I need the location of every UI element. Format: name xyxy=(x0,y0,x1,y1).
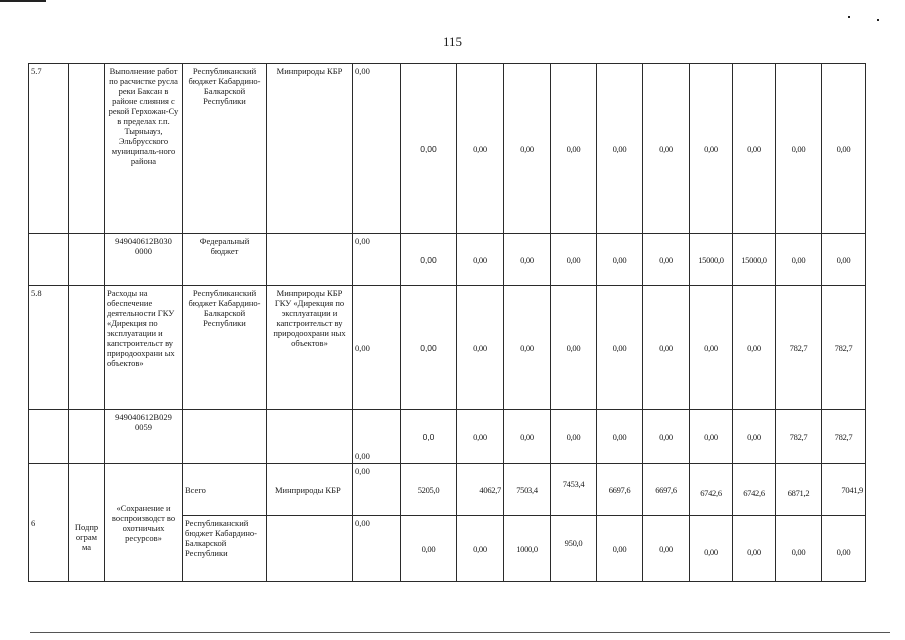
funding-source: Республиканский бюджет Кабардино-Балкарской Республики xyxy=(183,64,267,234)
value-cell: 950,0 xyxy=(551,516,597,582)
value-cell: 0,00 xyxy=(353,410,401,464)
row-number: 6 xyxy=(29,464,69,582)
value-cell: 0,00 xyxy=(776,234,822,286)
empty-cell xyxy=(267,516,353,582)
value-cell: 0,00 xyxy=(690,516,733,582)
value-cell: 0,00 xyxy=(401,286,457,410)
value-cell: 0,00 xyxy=(690,64,733,234)
value-cell: 0,00 xyxy=(353,64,401,234)
value-cell: 0,00 xyxy=(733,410,776,464)
value-cell: 0,00 xyxy=(643,516,690,582)
executor: Минприроды КБР xyxy=(267,64,353,234)
value-cell: 0,00 xyxy=(457,516,504,582)
value-cell: 7453,4 xyxy=(551,464,597,516)
scan-dot xyxy=(877,19,879,21)
table-row xyxy=(29,410,866,464)
measure-title: Расходы на обеспечение деятельности ГКУ «Дирекция по эксплуатации и капстроительст ву природоохрани ых объектов» xyxy=(105,286,183,410)
value-cell: 0,00 xyxy=(643,234,690,286)
value-cell: 6742,6 xyxy=(690,464,733,516)
scan-bottom-line xyxy=(30,632,890,633)
empty-cell xyxy=(69,234,105,286)
value-cell: 0,00 xyxy=(551,234,597,286)
value-cell: 0,00 xyxy=(504,234,551,286)
measure-title: Выполнение работ по расчистке русла реки Баксан в районе слияния с рекой Герхожан-Су в пределах г.п. Тырныауз, Эльбрусского муниципаль-ного района xyxy=(105,64,183,234)
value-cell: 0,00 xyxy=(353,464,401,516)
value-cell: 0,00 xyxy=(733,64,776,234)
value-cell: 0,00 xyxy=(457,410,504,464)
value-cell: 0,00 xyxy=(504,286,551,410)
budget-table xyxy=(28,63,866,582)
value-cell: 0,00 xyxy=(643,64,690,234)
value-cell: 0,00 xyxy=(457,64,504,234)
funding-source: Федеральный бюджет xyxy=(183,234,267,286)
empty-cell xyxy=(267,234,353,286)
value-cell: 0,00 xyxy=(457,234,504,286)
scan-mark xyxy=(0,0,46,2)
funding-source: Всего xyxy=(183,464,267,516)
value-cell: 0,00 xyxy=(690,410,733,464)
executor: Минприроды КБР ГКУ «Дирекция по эксплуатации и капстроительст ву природоохрани ных объектов» xyxy=(267,286,353,410)
value-cell: 782,7 xyxy=(822,410,866,464)
value-cell: 0,00 xyxy=(551,286,597,410)
value-cell: 0,0 xyxy=(401,410,457,464)
value-cell: 0,00 xyxy=(822,516,866,582)
page-number: 115 xyxy=(442,34,463,49)
value-cell: 0,00 xyxy=(643,410,690,464)
value-cell: 0,00 xyxy=(643,286,690,410)
budget-code: 949040612В030 0000 xyxy=(105,234,183,286)
value-cell: 0,00 xyxy=(551,64,597,234)
empty-cell xyxy=(267,410,353,464)
row-number: 5.7 xyxy=(29,64,69,234)
value-cell: 0,00 xyxy=(690,286,733,410)
value-cell: 4062,7 xyxy=(457,464,504,516)
empty-cell xyxy=(69,64,105,234)
value-cell: 0,00 xyxy=(822,234,866,286)
value-cell: 0,00 xyxy=(597,64,643,234)
value-cell: 0,00 xyxy=(822,64,866,234)
table-row xyxy=(29,234,866,286)
value-cell: 6697,6 xyxy=(643,464,690,516)
value-cell: 0,00 xyxy=(401,64,457,234)
value-cell: 6697,6 xyxy=(597,464,643,516)
row-number: 5.8 xyxy=(29,286,69,410)
budget-code: 949040612В029 0059 xyxy=(105,410,183,464)
value-cell: 15000,0 xyxy=(733,234,776,286)
value-cell: 15000,0 xyxy=(690,234,733,286)
table-row xyxy=(29,464,866,516)
empty-cell xyxy=(29,410,69,464)
value-cell: 0,00 xyxy=(597,234,643,286)
value-cell: 0,00 xyxy=(457,286,504,410)
value-cell: 0,00 xyxy=(353,286,401,410)
empty-cell xyxy=(183,410,267,464)
value-cell: 782,7 xyxy=(822,286,866,410)
value-cell: 0,00 xyxy=(401,516,457,582)
empty-cell xyxy=(69,410,105,464)
value-cell: 0,00 xyxy=(504,410,551,464)
value-cell: 0,00 xyxy=(597,410,643,464)
value-cell: 782,7 xyxy=(776,286,822,410)
value-cell: 0,00 xyxy=(504,64,551,234)
value-cell: 0,00 xyxy=(776,516,822,582)
table-row xyxy=(29,64,866,234)
executor: Минприроды КБР xyxy=(267,464,353,516)
value-cell: 0,00 xyxy=(597,286,643,410)
value-cell: 0,00 xyxy=(733,516,776,582)
value-cell: 782,7 xyxy=(776,410,822,464)
value-cell: 5205,0 xyxy=(401,464,457,516)
value-cell: 6871,2 xyxy=(776,464,822,516)
value-cell: 7041,9 xyxy=(822,464,866,516)
value-cell: 0,00 xyxy=(551,410,597,464)
value-cell: 0,00 xyxy=(776,64,822,234)
table-row xyxy=(29,286,866,410)
empty-cell xyxy=(69,286,105,410)
value-cell: 7503,4 xyxy=(504,464,551,516)
empty-cell xyxy=(29,234,69,286)
value-cell: 1000,0 xyxy=(504,516,551,582)
program-type: Подпрограмма xyxy=(69,464,105,582)
measure-title: «Сохранение и воспроизводст во охотничьих ресурсов» xyxy=(105,464,183,582)
value-cell: 0,00 xyxy=(353,234,401,286)
scan-dot xyxy=(848,16,850,18)
funding-source: Республиканский бюджет Кабардино-Балкарской Республики xyxy=(183,286,267,410)
value-cell: 0,00 xyxy=(733,286,776,410)
funding-source: Республиканский бюджет Кабардино-Балкарской Республики xyxy=(183,516,267,582)
value-cell: 6742,6 xyxy=(733,464,776,516)
value-cell: 0,00 xyxy=(597,516,643,582)
value-cell: 0,00 xyxy=(353,516,401,582)
value-cell: 0,00 xyxy=(401,234,457,286)
